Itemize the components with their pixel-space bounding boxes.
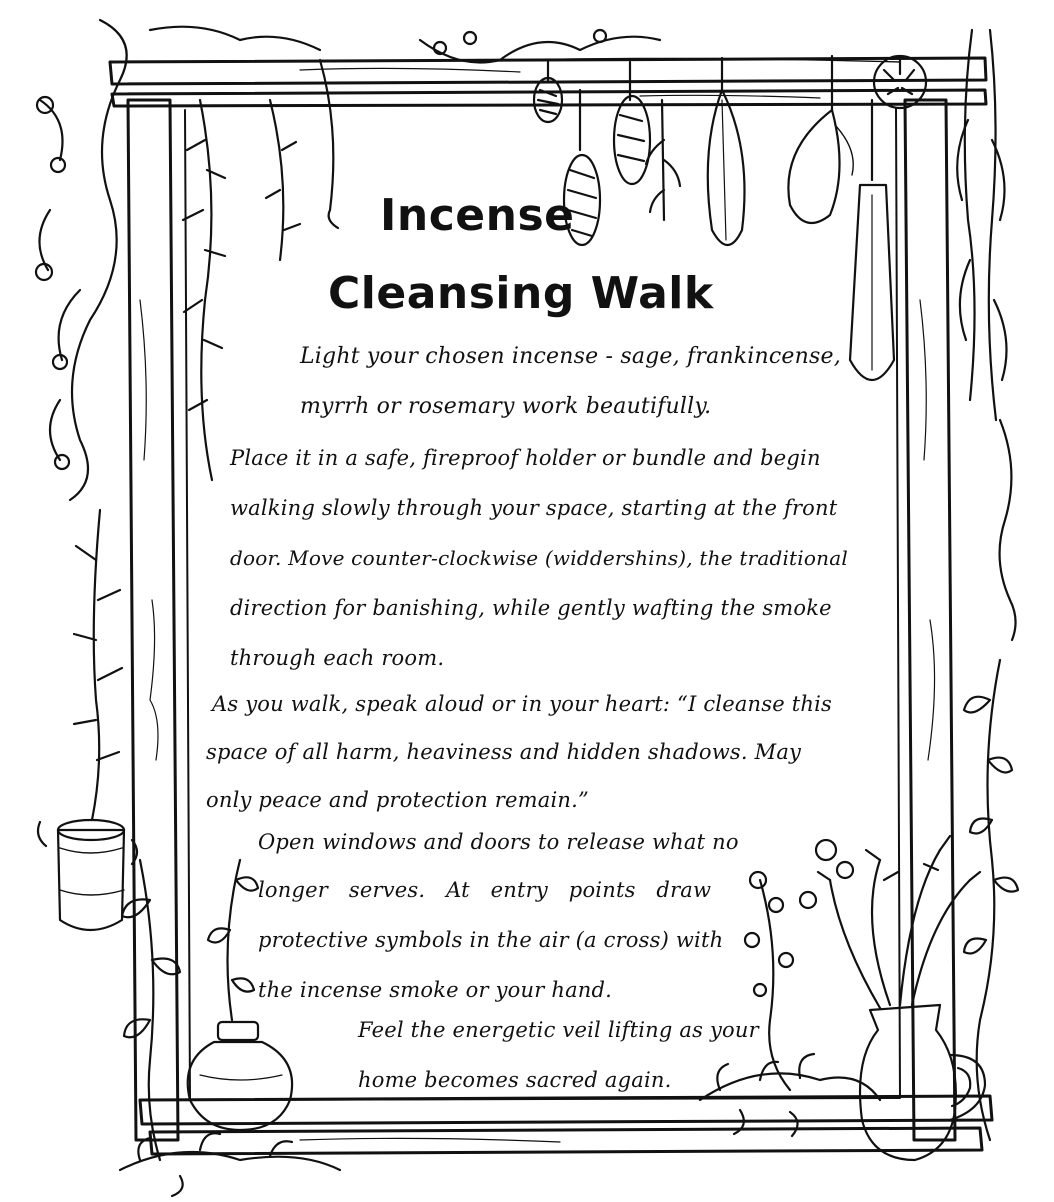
text-line: through each room. xyxy=(230,646,445,670)
text-line: Light your chosen incense - sage, frankincense, xyxy=(300,344,841,369)
text-line: only peace and protection remain.” xyxy=(206,788,589,812)
text-line: the incense smoke or your hand. xyxy=(258,978,613,1002)
round-pot xyxy=(188,1022,292,1130)
jar xyxy=(38,510,137,930)
text-line: protective symbols in the air (a cross) with xyxy=(258,928,724,952)
text-line: walking slowly through your space, starting at the front xyxy=(230,496,838,520)
text-line: As you walk, speak aloud or in your heart: “I cleanse this xyxy=(212,692,833,716)
text-line: door. Move counter-clockwise (widdershins), the traditional xyxy=(230,546,848,570)
text-line: longer serves. At entry points draw xyxy=(258,878,712,902)
text-line: Feel the energetic veil lifting as your xyxy=(358,1018,759,1042)
text-line: Place it in a safe, fireproof holder or bundle and begin xyxy=(230,446,821,470)
page-subtitle: Cleansing Walk xyxy=(328,268,714,319)
text-line: myrrh or rosemary work beautifully. xyxy=(300,394,712,419)
text-line: home becomes sacred again. xyxy=(358,1068,672,1092)
pitcher-with-herbs xyxy=(800,836,985,1160)
text-line: Open windows and doors to release what no xyxy=(258,830,739,854)
text-line: direction for banishing, while gently wafting the smoke xyxy=(230,596,832,620)
page-title: Incense xyxy=(380,190,575,241)
text-line: space of all harm, heaviness and hidden shadows. May xyxy=(206,740,802,764)
